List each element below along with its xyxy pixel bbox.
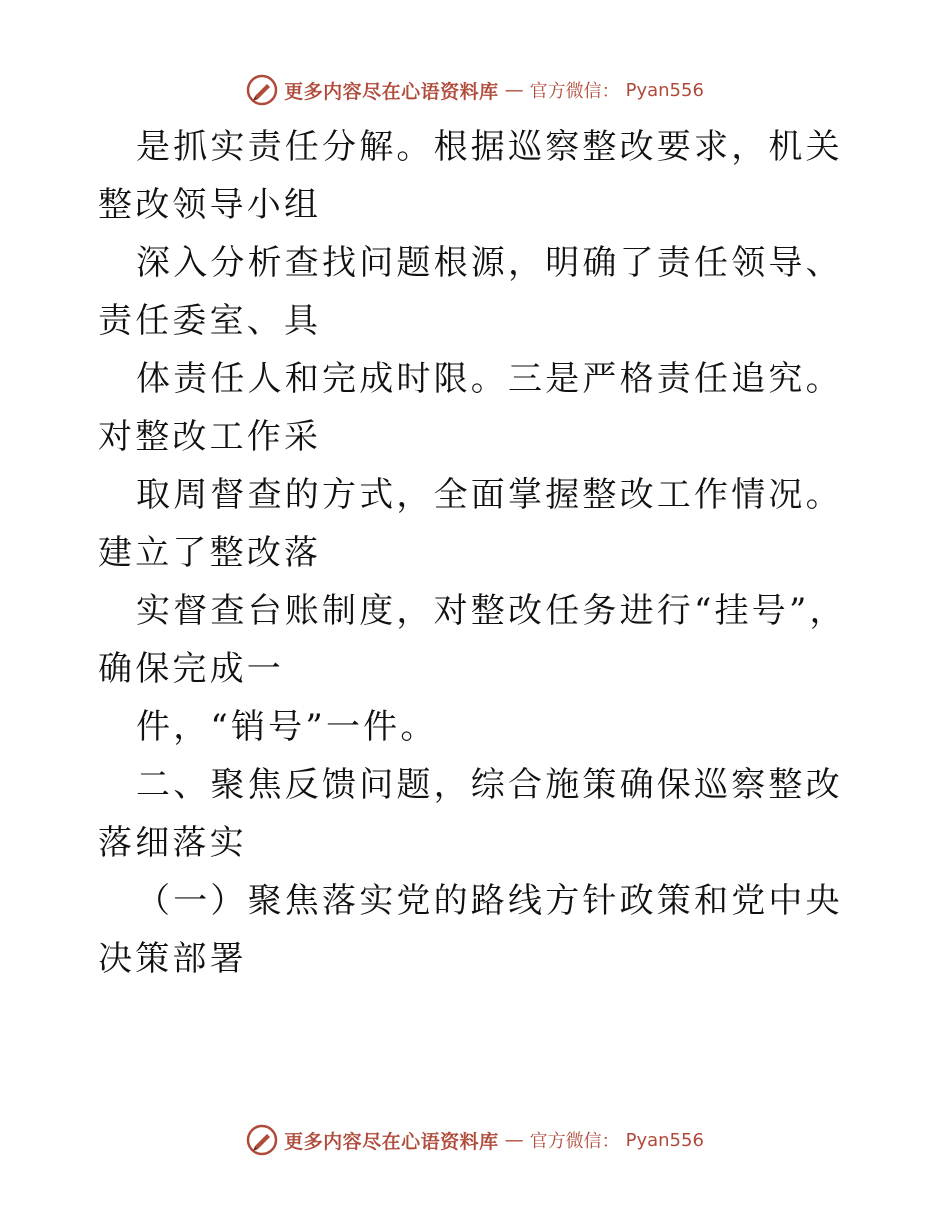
watermark-separator: — (504, 79, 524, 101)
line: 是抓实责任分解。根据巡察整改要求，机关整改 (98, 127, 843, 225)
watermark-wechat-label: 官方微信： (529, 1131, 620, 1152)
line: 保完成一 (135, 649, 285, 689)
line: 了整改落 (172, 533, 322, 573)
watermark-separator: — (504, 1129, 524, 1151)
watermark-wechat-id: Pyan556 (625, 1129, 704, 1151)
watermark-site-text: 更多内容尽在心语资料库 (284, 80, 499, 103)
line: 二、聚焦反馈问题，综合施策确保巡察整改落细 (98, 765, 843, 863)
line: 部署 (172, 939, 247, 979)
paragraph (98, 582, 858, 698)
line: 改工作采 (172, 417, 322, 457)
document-body (98, 118, 858, 988)
line: 领导小组 (172, 185, 322, 225)
paragraph (98, 234, 858, 350)
line: 体责任人和完成时限。三是严格责任追究。对整 (98, 359, 843, 457)
line: 落实 (172, 823, 247, 863)
pen-logo-icon (246, 1124, 278, 1156)
line: 委室、具 (172, 301, 322, 341)
paragraph (98, 350, 858, 466)
paragraph (98, 466, 858, 582)
watermark-wechat-id: Pyan556 (625, 79, 704, 101)
line: （一）聚焦落实党的路线方针政策和党中央决策 (98, 881, 843, 979)
footer-watermark (0, 1122, 950, 1158)
paragraph (98, 698, 858, 756)
line: 深入分析查找问题根源，明确了责任领导、责任 (98, 243, 843, 341)
watermark-wechat-label: 官方微信： (529, 81, 620, 102)
section-heading (98, 756, 858, 872)
line: 实督查台账制度，对整改任务进行“挂号”，确 (98, 591, 847, 689)
subsection-heading (98, 872, 858, 988)
line: 取周督查的方式，全面掌握整改工作情况。建立 (98, 475, 843, 573)
watermark-site-text: 更多内容尽在心语资料库 (284, 1130, 499, 1153)
pen-logo-icon (246, 74, 278, 106)
paragraph (98, 118, 858, 234)
line: 件，“销号”一件。 (136, 707, 438, 747)
header-watermark (0, 72, 950, 108)
